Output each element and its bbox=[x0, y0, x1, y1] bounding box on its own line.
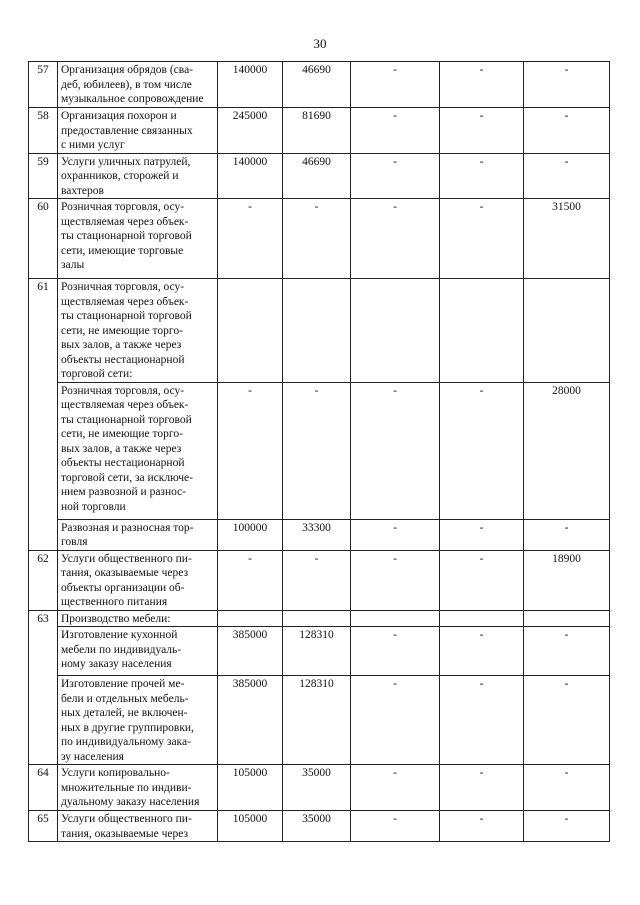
value-cell-3: - bbox=[351, 550, 440, 610]
row-number-cell: 65 bbox=[29, 811, 58, 842]
value-cell-2: - bbox=[283, 550, 351, 610]
value-cell-1 bbox=[218, 610, 283, 627]
table-row bbox=[29, 279, 610, 383]
value-cell-5: 18900 bbox=[524, 550, 610, 610]
value-cell-2: 35000 bbox=[283, 765, 351, 811]
value-cell-2: - bbox=[283, 382, 351, 519]
activity-description-cell: Услуги общественного пи- тания, оказываемые через объекты организации об- щественного питания bbox=[58, 550, 218, 610]
value-cell-4: - bbox=[440, 627, 524, 676]
value-cell-2 bbox=[283, 610, 351, 627]
value-cell-1: 140000 bbox=[218, 62, 283, 108]
table-row bbox=[29, 199, 610, 279]
value-cell-5: 31500 bbox=[524, 199, 610, 279]
value-cell-1: 385000 bbox=[218, 676, 283, 765]
activity-description-cell: Розничная торговля, осу- ществляемая через объек- ты стационарной торговой сети, имеющие торговые залы bbox=[58, 199, 218, 279]
value-cell-2: 128310 bbox=[283, 627, 351, 676]
row-number-cell: 62 bbox=[29, 550, 58, 610]
row-number-cell: 57 bbox=[29, 62, 58, 108]
value-cell-4: - bbox=[440, 519, 524, 550]
value-cell-5: 28000 bbox=[524, 382, 610, 519]
activity-description-cell: Услуги уличных патрулей, охранников, сторожей и вахтеров bbox=[58, 153, 218, 199]
table-row bbox=[29, 627, 610, 676]
value-cell-2: - bbox=[283, 199, 351, 279]
activity-description-cell: Изготовление прочей ме- бели и отдельных мебель- ных деталей, не включен- ных в другие группировки, по индивидуальному зака- зу населения bbox=[58, 676, 218, 765]
value-cell-1: 100000 bbox=[218, 519, 283, 550]
value-cell-5: - bbox=[524, 765, 610, 811]
value-cell-1: 140000 bbox=[218, 153, 283, 199]
value-cell-3: - bbox=[351, 382, 440, 519]
value-cell-4: - bbox=[440, 550, 524, 610]
value-cell-4: - bbox=[440, 153, 524, 199]
value-cell-4: - bbox=[440, 765, 524, 811]
table-row bbox=[29, 610, 610, 627]
activity-description-cell: Организация обрядов (сва- деб, юбилеев), в том числе музыкальное сопровождение bbox=[58, 62, 218, 108]
value-cell-1: 105000 bbox=[218, 811, 283, 842]
page-number: 30 bbox=[313, 36, 327, 51]
value-cell-1: - bbox=[218, 382, 283, 519]
row-number-cell: 59 bbox=[29, 153, 58, 199]
activity-description-cell: Розничная торговля, осу- ществляемая через объек- ты стационарной торговой сети, не имеющие торго- вых залов, а также через объекты нестационарной торговой сети, за исключе- нием развозной и разнос- ной торговли bbox=[58, 382, 218, 519]
value-cell-3: - bbox=[351, 153, 440, 199]
value-cell-3: - bbox=[351, 519, 440, 550]
activity-description-cell: Изготовление кухонной мебели по индивидуаль- ному заказу населения bbox=[58, 627, 218, 676]
value-cell-3: - bbox=[351, 199, 440, 279]
value-cell-5: - bbox=[524, 627, 610, 676]
value-cell-4 bbox=[440, 610, 524, 627]
value-cell-3: - bbox=[351, 108, 440, 154]
row-number-cell: 63 bbox=[29, 610, 58, 765]
row-number-cell: 58 bbox=[29, 108, 58, 154]
value-cell-1 bbox=[218, 279, 283, 383]
value-cell-5: - bbox=[524, 519, 610, 550]
value-cell-1: 105000 bbox=[218, 765, 283, 811]
value-cell-1: - bbox=[218, 550, 283, 610]
value-cell-4: - bbox=[440, 811, 524, 842]
value-cell-4: - bbox=[440, 62, 524, 108]
tax-rate-table bbox=[28, 61, 610, 842]
table-row bbox=[29, 550, 610, 610]
table-row bbox=[29, 765, 610, 811]
activity-description-cell: Розничная торговля, осу- ществляемая через объек- ты стационарной торговой сети, не имеющие торго- вых залов, а также через объекты нестационарной торговой сети: bbox=[58, 279, 218, 383]
value-cell-5: - bbox=[524, 153, 610, 199]
value-cell-2: 46690 bbox=[283, 62, 351, 108]
value-cell-2: 81690 bbox=[283, 108, 351, 154]
table-body bbox=[29, 62, 610, 842]
value-cell-4: - bbox=[440, 382, 524, 519]
value-cell-5: - bbox=[524, 676, 610, 765]
value-cell-4: - bbox=[440, 199, 524, 279]
table-row bbox=[29, 62, 610, 108]
value-cell-5 bbox=[524, 610, 610, 627]
value-cell-2: 46690 bbox=[283, 153, 351, 199]
value-cell-1: - bbox=[218, 199, 283, 279]
value-cell-3: - bbox=[351, 676, 440, 765]
value-cell-4 bbox=[440, 279, 524, 383]
value-cell-5 bbox=[524, 279, 610, 383]
value-cell-1: 245000 bbox=[218, 108, 283, 154]
activity-description-cell: Развозная и разносная тор- говля bbox=[58, 519, 218, 550]
value-cell-2: 35000 bbox=[283, 811, 351, 842]
value-cell-5: - bbox=[524, 811, 610, 842]
table-row bbox=[29, 811, 610, 842]
table-row bbox=[29, 676, 610, 765]
value-cell-5: - bbox=[524, 62, 610, 108]
value-cell-2: 128310 bbox=[283, 676, 351, 765]
value-cell-4: - bbox=[440, 108, 524, 154]
activity-description-cell: Производство мебели: bbox=[58, 610, 218, 627]
value-cell-2 bbox=[283, 279, 351, 383]
table-row bbox=[29, 108, 610, 154]
activity-description-cell: Услуги копировально- множительные по индиви- дуальному заказу населения bbox=[58, 765, 218, 811]
value-cell-3: - bbox=[351, 811, 440, 842]
row-number-cell: 60 bbox=[29, 199, 58, 279]
value-cell-3: - bbox=[351, 627, 440, 676]
activity-description-cell: Организация похорон и предоставление связанных с ними услуг bbox=[58, 108, 218, 154]
value-cell-1: 385000 bbox=[218, 627, 283, 676]
value-cell-3 bbox=[351, 279, 440, 383]
table-row bbox=[29, 153, 610, 199]
value-cell-4: - bbox=[440, 676, 524, 765]
value-cell-3: - bbox=[351, 765, 440, 811]
value-cell-2: 33300 bbox=[283, 519, 351, 550]
row-number-cell: 61 bbox=[29, 279, 58, 551]
activity-description-cell: Услуги общественного пи- тания, оказываемые через bbox=[58, 811, 218, 842]
value-cell-3: - bbox=[351, 62, 440, 108]
row-number-cell: 64 bbox=[29, 765, 58, 811]
table-row bbox=[29, 519, 610, 550]
value-cell-3 bbox=[351, 610, 440, 627]
table-row bbox=[29, 382, 610, 519]
value-cell-5: - bbox=[524, 108, 610, 154]
